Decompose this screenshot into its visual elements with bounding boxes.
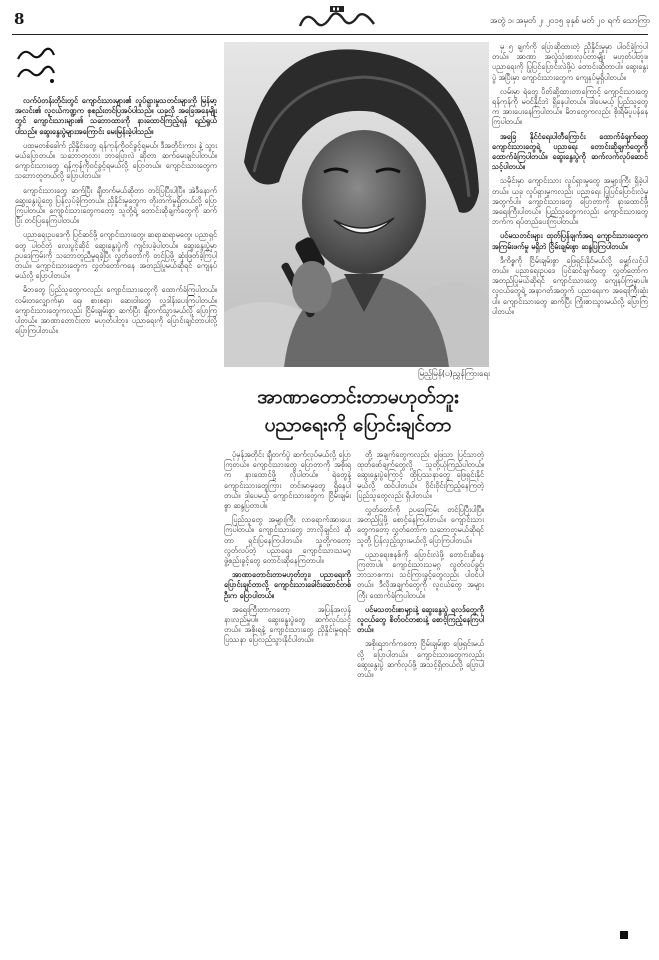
page-number: 8 [14,10,25,28]
newspaper-masthead [292,4,382,34]
feature-photo [224,42,489,367]
paragraph: ပင်မသတင်းများ ထုတ်ပြန်ချက်အရ ကျောင်းသားတွေက အကြမ်းဖက်မှု မရှိဘဲ ငြိမ်းချမ်းစွာ ဆန္ဒပြကြပါတယ်။ [492,231,648,251]
headline-line-2: ပညာရေးကို ပြောင်းချင်တာ [264,414,452,436]
paragraph: သမိုင်းမှာ ကျောင်းသား လှုပ်ရှားမှုတွေ အများကြီး ရှိခဲ့ပါတယ်။ ယခု လှုပ်ရှားမှုကလည်း ပညာရေး ပြုပြင်ပြောင်းလဲမှုအတွက်ပါ။ ကျောင်းသားတွေ ပြောတာကို နားထောင်ဖို့ အရေးကြီးပါတယ်။ ပြည်သူတွေကလည်း ကျောင်းသားတွေဘက်က ရပ်တည်ပေးကြပါတယ်။ [492,176,648,227]
header-divider [12,34,648,35]
paragraph: ပင်မသတင်းစာများနဲ့ ဆွေးနွေးပွဲ ရလဒ်တွေကို လူငယ်တွေ စိတ်ဝင်တစားနဲ့ စောင့်ကြည့်နေကြပါတယ်။ [357,604,484,635]
article-headline [228,383,488,439]
paragraph: ဒီကိစ္စကို ငြိမ်းချမ်းစွာ ဖြေရှင်းနိုင်မယ်လို့ မျှော်လင့်ပါတယ်။ ပညာရေးဥပဒေ ပြင်ဆင်ချက်တွေ လွှတ်တော်က အတည်ပြုမယ်ဆိုရင် ကျောင်းသားတွေ ကျေနပ်ကြမှာပါ။ လူငယ်တွေရဲ့ အနာဂတ်အတွက် ပညာရေးက အရေးကြီးဆုံးပါ။ ကျောင်းသားတွေ ဆက်ပြီး ကြိုးစားသွားမယ်လို့ ပြောကြပါတယ်။ [492,255,648,316]
paragraph: မှ ၅ ချက်ကို ပြောဆိုထားတဲ့ ညှိနှိုင်းမှုမှာ ပါဝင်ခဲ့ကြပါတယ်။ အာဏာ အလွဲသုံးစားလုပ်တာမျိုး မဟုတ်ပါဘူး။ ပညာရေးကို ပြုပြင်ပြောင်းလဲဖို့ပဲ တောင်းဆိုတာပါ။ ဆွေးနွေးပွဲ အပြီးမှာ ကျောင်းသားတွေက ကျေနပ်မှုရှိပါတယ်။ [492,42,648,82]
paragraph: လက်ပံတန်းတိုင်းတွင် ကျောင်းသားများ၏ လှုပ်ရှားမှုသတင်းများကို မြန်မာ့အလင်း၏ လူငယ်ကဏ္ဍက စုစည်းတင်ပြအပ်ပါသည်။ ယခုလို အခြေအနေမျိုးတွင် ကျောင်းသားများ၏ သဘောထားကို နားထောင်ကြည့်ရန် ရည်ရွယ်ပါသည်။ ဆွေးနွေးပွဲများအကြောင်း မေးမြန်းခဲ့ပါသည်။ [15,96,217,136]
masthead-logo-icon [292,4,382,34]
paragraph: လမ်းမှာ ရဲတွေ ပိတ်ဆို့ထားတာကြောင့် ကျောင်းသားတွေ ရန်ကုန်ကို မဝင်နိုင်ဘဲ ရှိနေပါတယ်။ ဒါပေမယ့် ပြည်သူတွေက အားပေးနေကြပါတယ်။ မိဘတွေကလည်း စိုးရိမ်ပူပန်နေကြပါတယ်။ [492,86,648,127]
issue-info: အတွဲ ၁၊ အမှတ် ၂၊ ၂၀၁၅ ခုနှစ် မတ် ၂၀ ရက် သောကြာ [490,16,650,25]
column-logo-mark-icon [14,43,58,87]
headline-line-1: အာဏာတောင်းတာမဟုတ်ဘူး [257,386,459,408]
article-column-middle-2 [357,450,484,944]
paragraph: ပြည်သူတွေ အများကြီး လာရောက်အားပေးကြပါတယ်။ ကျောင်းသားတွေ ဘာလိုချင်လဲ ဆိုတာ ရှင်းပြနေကြပါတယ်။ သူတို့ကတော့ လွတ်လပ်တဲ့ ပညာရေး၊ ကျောင်းသားသမဂ္ဂ ဖွဲ့စည်းခွင့်တွေ တောင်းဆိုနေကြတာပါ။ [224,515,351,566]
article-column-middle-1 [224,450,351,944]
paragraph: လွှတ်တော်ကို ဥပဒေကြမ်း တင်ပြပြီးပါပြီ။ အတည်ပြုဖို့ စောင့်နေကြပါတယ်။ ကျောင်းသားတွေကတော့ လွှတ်တော်က သဘောတူမယ်ဆိုရင် သူတို့ ပြန်လှည့်သွားမယ်လို့ ပြောကြပါတယ်။ [357,505,484,545]
column-logo [14,43,58,87]
paragraph: အခြေ နိုင်ငံရေးပါတီကြောင်း ထောက်ခံချက်တွေ ကျောင်းသားတွေရဲ့ ပညာရေး တောင်းဆိုချက်တွေကို ထောက်ခံကြပါတယ်။ ဆွေးနွေးပွဲကို ဆက်လက်လုပ်ဆောင်သင့်ပါတယ်။ [492,131,648,172]
paragraph: အရေးကြီးတာကတော့ အပြန်အလှန် နားလည်မှုပါ။ ဆွေးနွေးပွဲတွေ ဆက်လုပ်သင့်တယ်။ အစိုးရနဲ့ ကျောင်းသားတွေ ညှိနှိုင်းမှုရရင် ပြဿနာ ပြေလည်သွားနိုင်ပါတယ်။ [224,604,351,645]
article-end-mark [620,931,628,939]
paragraph: တို့ အချက်တွေကလည်း ဖြေသာ ပြင်သာတဲ့ ထုတ်ဖော်ချက်တွေလို့ သူတို့ယုံကြည်ပါတယ်။ ဆွေးနွေးပွဲကြောင့် ထိုပြဿနာတွေ ဖြေရှင်းနိုင်မယ်လို့ ထင်ပါတယ်။ ဝိုင်းဝိုင်းကြည့်နေကြတဲ့ ပြည်သူတွေလည်း ရှိပါတယ်။ [357,450,484,500]
paragraph: ပညာရေးစနစ်ကို ပြောင်းလဲဖို့ တောင်းဆိုနေကြတာပါ။ ကျောင်းသားသမဂ္ဂ လွတ်လပ်ခွင့်၊ ဘာသာစကား သင်ကြားခွင့်တွေလည်း ပါဝင်ပါတယ်။ ဒီလိုအချက်တွေကို လူငယ်တွေ အများကြီး ထောက်ခံကြပါတယ်။ [357,549,484,600]
paragraph: ပထမတစ်ခေါက် ညှိနှိုင်းတွေ ရန်ကုန်ကိုဝင်ခွင့်ရမယ်၊ ဒီအတိုင်းကား နဲ့ သွားမယ်ပြောတယ်။ သဘောတူလား ဘာပြောလဲ ဆိုတာ ဆက်မေးချင်ပါတယ်။ ကျောင်းသားတွေ ရန်ကုန်ကိုဝင်ခွင့်ရမယ်လို့ ပြောတယ်။ ကျောင်းသားတွေက သဘောတူတယ်လို့ ပြောပါတယ်။ [15,140,217,181]
photo-credit: မြည့်မြန်(ပ)ညွှန်ကြားရေး [418,369,490,378]
article-column-right [492,42,648,944]
paragraph: ပညာရေးဥပဒေကို ပြင်ဆင်ဖို့ ကျောင်းသားတွေ၊ ဆရာဆရာမတွေ၊ ပညာရှင်တွေ ပါဝင်တဲ့ လေးပွင့်ဆိုင် ဆွေးနွေးပွဲကို ကျင်းပခဲ့ပါတယ်။ ဆွေးနွေးပွဲမှာ ဥပဒေကြမ်းကို သဘောတူညီမှုရခဲ့ပြီး လွှတ်တော်ကို တင်ပြဖို့ ဆုံးဖြတ်ခဲ့ကြပါတယ်။ ကျောင်းသားတွေက လွှတ်တော်ကနေ အတည်ပြုမယ်ဆိုရင် ကျေနပ်မယ်လို့ ပြောပါတယ်။ [15,230,217,281]
paragraph: အာဏာတောင်းတာမဟုတ်ဘူး၊ ပညာရေးကို ပြောင်းချင်တာလို့ ကျောင်းသားခေါင်းဆောင်တစ်ဦးက ပြောပါတယ်။ [224,570,351,600]
paragraph: ပုံမှန်အတိုင်း ချီတက်ပွဲ ဆက်လုပ်မယ်လို့ ပြောကြတယ်။ ကျောင်းသားတွေ ပြောတာကို အစိုးရက နားထောင်ဖို့ လိုပါတယ်။ ရဲတွေနဲ့ ကျောင်းသားတွေကြား တင်းမာမှုတွေ ရှိနေပါတယ်။ ဒါပေမယ့် ကျောင်းသားတွေက ငြိမ်းချမ်းစွာ ဆန္ဒပြတာပါ။ [224,450,351,511]
article-column-left [15,96,217,944]
paragraph: ကျောင်းသားတွေ ဆက်ပြီး ချီတက်မယ်ဆိုတာ တင်ပြပြီးပါပြီ။ အဲဒီနောက် ဆွေးနွေးပွဲတွေ ပြန်လုပ်ခဲ့ကြတယ်။ ညှိနှိုင်းမှုတွေက တိုးတက်မှုရှိတယ်လို့ ပြောကြပါတယ်။ ကျောင်းသားတွေကတော့ သူတို့ရဲ့ တောင်းဆိုချက်တွေကို ဆက်ပြီး တင်ပြနေကြပါတယ်။ [15,185,217,226]
page-header [0,0,659,48]
paragraph: အစိုးရဘက်ကတော့ ငြိမ်းချမ်းစွာ ဖြေရှင်းမယ်လို့ ပြောပါတယ်။ ကျောင်းသားတွေကလည်း ဆွေးနွေးပွဲ ဆက်လုပ်ဖို့ အသင့်ရှိတယ်လို့ ပြောပါတယ်။ [357,639,484,680]
paragraph: မိဘတွေ ပြည်သူတွေကလည်း ကျောင်းသားတွေကို ထောက်ခံကြပါတယ်။ လမ်းတလျှောက်မှာ ရေ၊ စားစရာ၊ ဆေးဝါးတွေ လှူဒါန်းပေးကြပါတယ်။ ကျောင်းသားတွေကလည်း ငြိမ်းချမ်းစွာ ဆက်ပြီး ချီတက်သွားမယ်လို့ ပြောကြပါတယ်။ အာဏာတောင်းတာ မဟုတ်ပါဘူး၊ ပညာရေးကို ပြောင်းချင်တာပါလို့ ပြောကြပါတယ်။ [15,285,217,336]
student-singing-photo [224,42,489,367]
